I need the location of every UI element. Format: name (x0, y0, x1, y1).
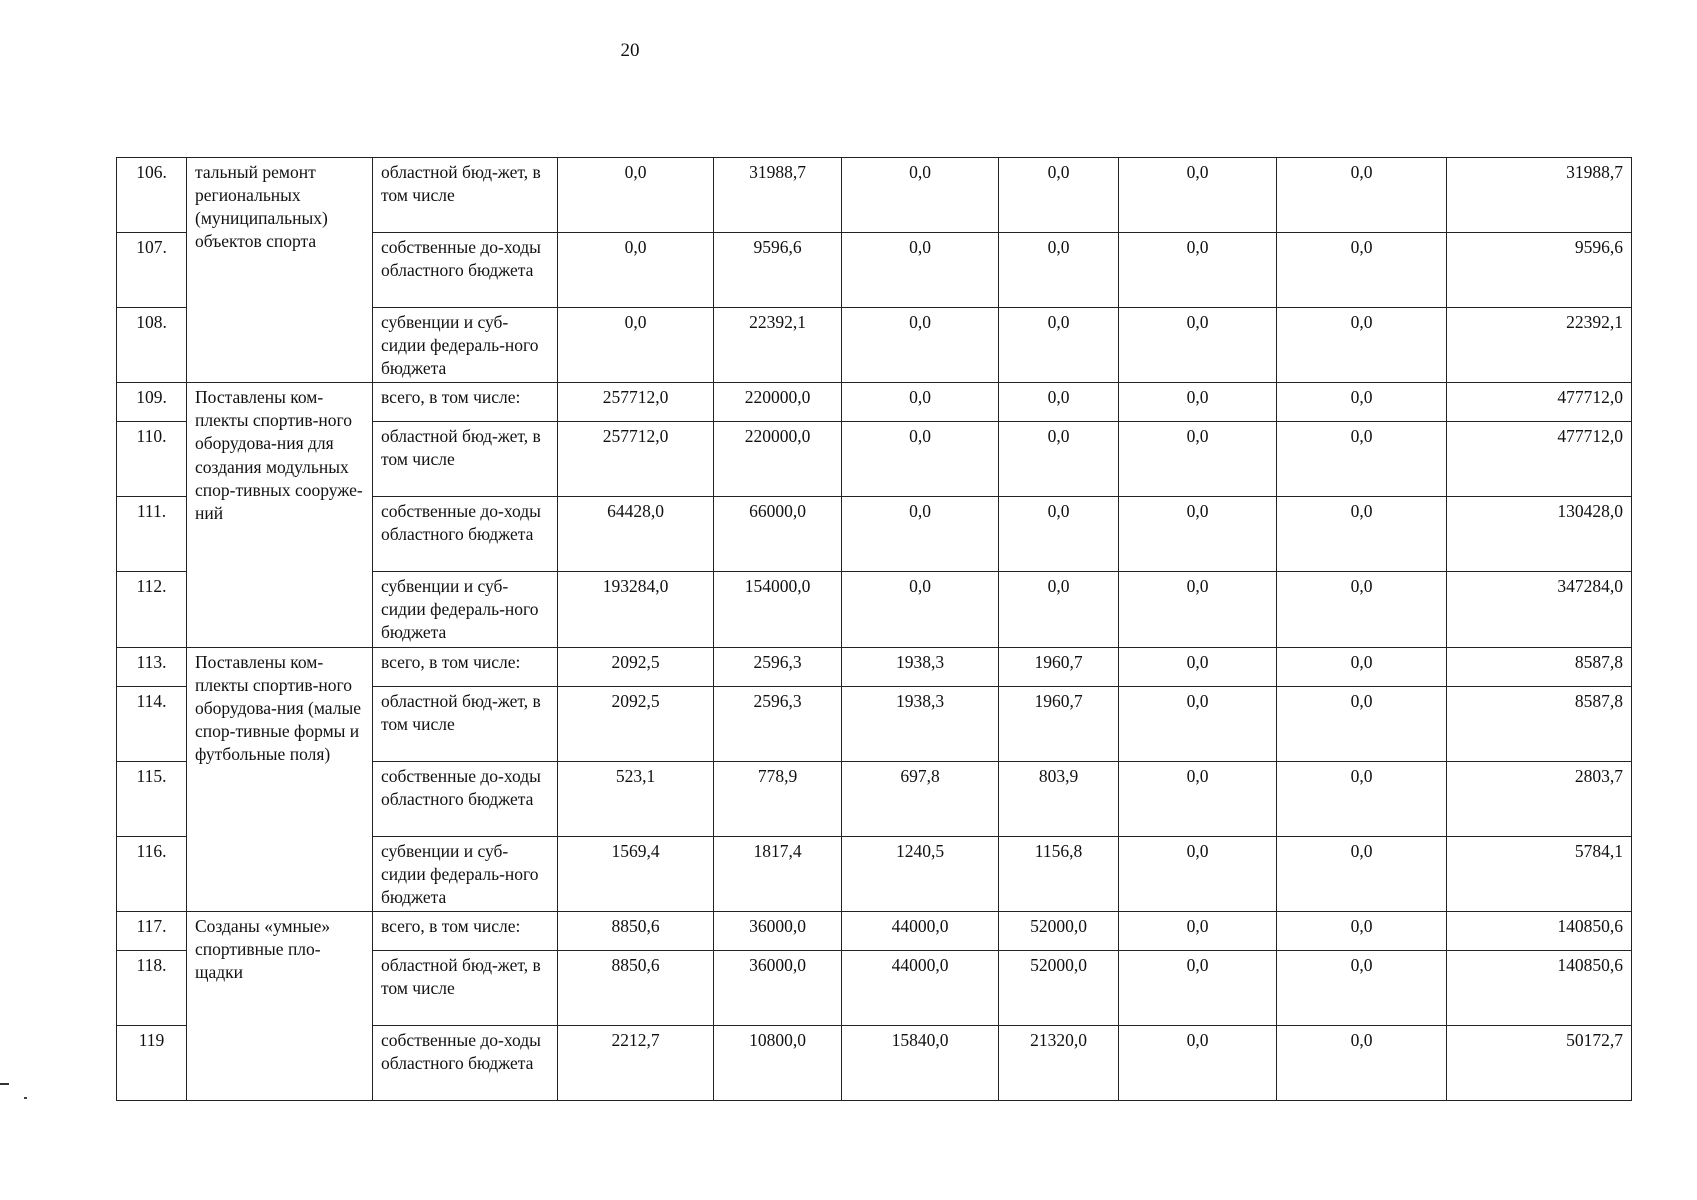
funding-source: всего, в том числе: (373, 911, 558, 950)
year-amount-cell: 0,0 (842, 233, 999, 308)
year-amount-cell: 0,0 (1277, 383, 1447, 422)
year-amount-cell: 1156,8 (999, 836, 1119, 911)
funding-source: собственные до-ходы областного бюджета (373, 233, 558, 308)
scan-edge-mark (0, 1083, 9, 1085)
funding-source: всего, в том числе: (373, 647, 558, 686)
table-row (117, 911, 1632, 950)
row-number: 106. (117, 158, 187, 233)
row-number: 119 (117, 1025, 187, 1100)
year-amount-cell: 0,0 (842, 497, 999, 572)
funding-source: субвенции и суб-сидии федераль-ного бюджета (373, 308, 558, 383)
year-amount-cell: 0,0 (558, 158, 714, 233)
year-amount-cell: 2212,7 (558, 1025, 714, 1100)
year-amount-cell: 8850,6 (558, 950, 714, 1025)
row-number: 107. (117, 233, 187, 308)
page-number: 20 (620, 40, 640, 61)
funding-source: субвенции и суб-сидии федераль-ного бюджета (373, 836, 558, 911)
year-amount-cell: 10800,0 (714, 1025, 842, 1100)
year-amount-cell: 44000,0 (842, 911, 999, 950)
year-amount-cell: 0,0 (1277, 647, 1447, 686)
year-amount-cell: 21320,0 (999, 1025, 1119, 1100)
year-amount-cell: 0,0 (1277, 911, 1447, 950)
funding-source: собственные до-ходы областного бюджета (373, 497, 558, 572)
funding-source: собственные до-ходы областного бюджета (373, 761, 558, 836)
year-amount-cell: 0,0 (999, 383, 1119, 422)
row-number: 113. (117, 647, 187, 686)
year-amount-cell: 52000,0 (999, 950, 1119, 1025)
funding-source: всего, в том числе: (373, 383, 558, 422)
year-amount-cell: 697,8 (842, 761, 999, 836)
year-amount-cell: 36000,0 (714, 911, 842, 950)
row-number: 108. (117, 308, 187, 383)
year-amount-cell: 0,0 (842, 422, 999, 497)
year-amount-cell: 154000,0 (714, 572, 842, 647)
year-amount-cell: 0,0 (1119, 497, 1277, 572)
table-body (117, 158, 1632, 1101)
year-amount-cell: 0,0 (999, 308, 1119, 383)
year-amount-cell: 0,0 (999, 233, 1119, 308)
row-number: 111. (117, 497, 187, 572)
year-amount-cell: 0,0 (999, 422, 1119, 497)
year-amount-cell: 0,0 (842, 158, 999, 233)
total-amount-cell: 5784,1 (1447, 836, 1632, 911)
year-amount-cell: 9596,6 (714, 233, 842, 308)
row-number: 110. (117, 422, 187, 497)
activity-description: Поставлены ком-плекты спортив-ного оборудова-ния для создания модульных спор-тивных сооруже-ний (187, 383, 373, 647)
funding-source: областной бюд-жет, в том числе (373, 950, 558, 1025)
row-number: 114. (117, 686, 187, 761)
year-amount-cell: 64428,0 (558, 497, 714, 572)
year-amount-cell: 0,0 (1277, 761, 1447, 836)
year-amount-cell: 8850,6 (558, 911, 714, 950)
year-amount-cell: 0,0 (999, 158, 1119, 233)
year-amount-cell: 0,0 (1119, 572, 1277, 647)
year-amount-cell: 0,0 (1119, 647, 1277, 686)
funding-source: собственные до-ходы областного бюджета (373, 1025, 558, 1100)
row-number: 116. (117, 836, 187, 911)
total-amount-cell: 347284,0 (1447, 572, 1632, 647)
year-amount-cell: 0,0 (1119, 911, 1277, 950)
year-amount-cell: 0,0 (1119, 158, 1277, 233)
year-amount-cell: 257712,0 (558, 383, 714, 422)
year-amount-cell: 0,0 (1277, 308, 1447, 383)
year-amount-cell: 803,9 (999, 761, 1119, 836)
activity-description: Поставлены ком-плекты спортив-ного оборудова-ния (малые спор-тивные формы и футбольные поля) (187, 647, 373, 911)
total-amount-cell: 2803,7 (1447, 761, 1632, 836)
year-amount-cell: 0,0 (1119, 233, 1277, 308)
year-amount-cell: 0,0 (1277, 233, 1447, 308)
year-amount-cell: 0,0 (842, 572, 999, 647)
total-amount-cell: 8587,8 (1447, 686, 1632, 761)
total-amount-cell: 130428,0 (1447, 497, 1632, 572)
year-amount-cell: 1569,4 (558, 836, 714, 911)
year-amount-cell: 257712,0 (558, 422, 714, 497)
funding-source: областной бюд-жет, в том числе (373, 686, 558, 761)
year-amount-cell: 0,0 (1277, 836, 1447, 911)
activity-description: Созданы «умные» спортивные пло-щадки (187, 911, 373, 1100)
funding-source: субвенции и суб-сидии федераль-ного бюджета (373, 572, 558, 647)
total-amount-cell: 140850,6 (1447, 950, 1632, 1025)
year-amount-cell: 2092,5 (558, 686, 714, 761)
year-amount-cell: 0,0 (1119, 836, 1277, 911)
year-amount-cell: 44000,0 (842, 950, 999, 1025)
row-number: 118. (117, 950, 187, 1025)
year-amount-cell: 0,0 (558, 233, 714, 308)
total-amount-cell: 31988,7 (1447, 158, 1632, 233)
year-amount-cell: 2596,3 (714, 647, 842, 686)
year-amount-cell: 1938,3 (842, 647, 999, 686)
year-amount-cell: 1960,7 (999, 647, 1119, 686)
year-amount-cell: 2092,5 (558, 647, 714, 686)
total-amount-cell: 50172,7 (1447, 1025, 1632, 1100)
year-amount-cell: 31988,7 (714, 158, 842, 233)
table-row (117, 383, 1632, 422)
year-amount-cell: 0,0 (1119, 950, 1277, 1025)
row-number: 112. (117, 572, 187, 647)
year-amount-cell: 220000,0 (714, 422, 842, 497)
total-amount-cell: 9596,6 (1447, 233, 1632, 308)
table-row (117, 158, 1632, 233)
year-amount-cell: 220000,0 (714, 383, 842, 422)
year-amount-cell: 1938,3 (842, 686, 999, 761)
year-amount-cell: 0,0 (1277, 158, 1447, 233)
year-amount-cell: 1240,5 (842, 836, 999, 911)
total-amount-cell: 22392,1 (1447, 308, 1632, 383)
row-number: 115. (117, 761, 187, 836)
year-amount-cell: 0,0 (1277, 572, 1447, 647)
total-amount-cell: 477712,0 (1447, 383, 1632, 422)
year-amount-cell: 0,0 (558, 308, 714, 383)
year-amount-cell: 523,1 (558, 761, 714, 836)
total-amount-cell: 140850,6 (1447, 911, 1632, 950)
year-amount-cell: 52000,0 (999, 911, 1119, 950)
year-amount-cell: 778,9 (714, 761, 842, 836)
year-amount-cell: 0,0 (1277, 497, 1447, 572)
year-amount-cell: 15840,0 (842, 1025, 999, 1100)
year-amount-cell: 22392,1 (714, 308, 842, 383)
total-amount-cell: 477712,0 (1447, 422, 1632, 497)
year-amount-cell: 0,0 (999, 572, 1119, 647)
year-amount-cell: 193284,0 (558, 572, 714, 647)
row-number: 109. (117, 383, 187, 422)
year-amount-cell: 0,0 (1119, 383, 1277, 422)
year-amount-cell: 0,0 (842, 308, 999, 383)
year-amount-cell: 36000,0 (714, 950, 842, 1025)
row-number: 117. (117, 911, 187, 950)
year-amount-cell: 0,0 (1119, 1025, 1277, 1100)
funding-source: областной бюд-жет, в том числе (373, 422, 558, 497)
year-amount-cell: 1960,7 (999, 686, 1119, 761)
total-amount-cell: 8587,8 (1447, 647, 1632, 686)
year-amount-cell: 0,0 (1119, 308, 1277, 383)
table-row (117, 647, 1632, 686)
scan-edge-dot (24, 1097, 27, 1099)
year-amount-cell: 0,0 (1277, 950, 1447, 1025)
year-amount-cell: 0,0 (1277, 422, 1447, 497)
year-amount-cell: 2596,3 (714, 686, 842, 761)
budget-table (116, 157, 1632, 1101)
year-amount-cell: 0,0 (999, 497, 1119, 572)
year-amount-cell: 0,0 (1119, 422, 1277, 497)
activity-description: тальный ремонт региональных (муниципальных) объектов спорта (187, 158, 373, 383)
year-amount-cell: 1817,4 (714, 836, 842, 911)
year-amount-cell: 0,0 (1119, 761, 1277, 836)
year-amount-cell: 0,0 (842, 383, 999, 422)
year-amount-cell: 0,0 (1119, 686, 1277, 761)
year-amount-cell: 0,0 (1277, 686, 1447, 761)
funding-source: областной бюд-жет, в том числе (373, 158, 558, 233)
year-amount-cell: 0,0 (1277, 1025, 1447, 1100)
year-amount-cell: 66000,0 (714, 497, 842, 572)
